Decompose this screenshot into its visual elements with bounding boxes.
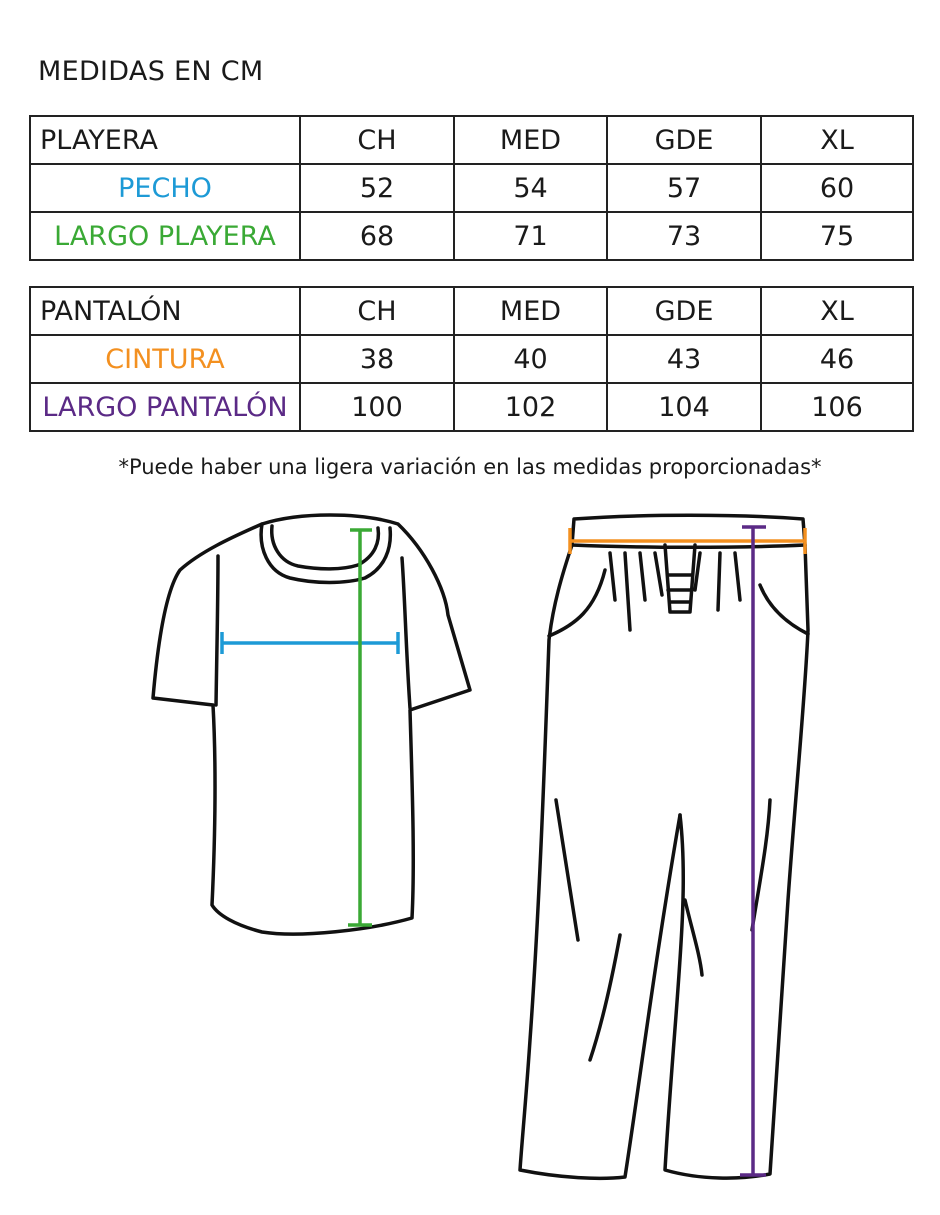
table-cell: 73 bbox=[607, 212, 761, 260]
size-header-xl: XL bbox=[761, 287, 913, 335]
row-label-largo-playera: LARGO PLAYERA bbox=[30, 212, 300, 260]
table-cell: 60 bbox=[761, 164, 913, 212]
shirt-table-header: PLAYERA bbox=[30, 116, 300, 164]
table-cell: 71 bbox=[454, 212, 607, 260]
size-header-gde: GDE bbox=[607, 116, 761, 164]
table-cell: 106 bbox=[761, 383, 913, 431]
row-label-largo-pantalon: LARGO PANTALÓN bbox=[30, 383, 300, 431]
table-cell: 104 bbox=[607, 383, 761, 431]
table-cell: 102 bbox=[454, 383, 607, 431]
table-cell: 68 bbox=[300, 212, 454, 260]
table-cell: 75 bbox=[761, 212, 913, 260]
size-header-xl: XL bbox=[761, 116, 913, 164]
page-title: MEDIDAS EN CM bbox=[38, 56, 264, 87]
table-cell: 54 bbox=[454, 164, 607, 212]
table-cell: 43 bbox=[607, 335, 761, 383]
size-header-med: MED bbox=[454, 287, 607, 335]
waist-measure-line bbox=[570, 528, 805, 554]
table-cell: 46 bbox=[761, 335, 913, 383]
table-cell: 52 bbox=[300, 164, 454, 212]
row-label-pecho: PECHO bbox=[30, 164, 300, 212]
shirt-length-measure-line bbox=[348, 530, 372, 925]
row-label-cintura: CINTURA bbox=[30, 335, 300, 383]
table-cell: 40 bbox=[454, 335, 607, 383]
pants-table-header: PANTALÓN bbox=[30, 287, 300, 335]
size-header-med: MED bbox=[454, 116, 607, 164]
disclaimer-note: *Puede haber una ligera variación en las medidas proporcionadas* bbox=[118, 455, 822, 479]
size-header-gde: GDE bbox=[607, 287, 761, 335]
chest-measure-line bbox=[222, 632, 398, 654]
pants-outline-icon bbox=[520, 515, 808, 1178]
table-cell: 57 bbox=[607, 164, 761, 212]
table-cell: 38 bbox=[300, 335, 454, 383]
t-shirt-outline-icon bbox=[153, 515, 470, 934]
size-header-ch: CH bbox=[300, 287, 454, 335]
pants-length-measure-line bbox=[740, 527, 766, 1175]
size-header-ch: CH bbox=[300, 116, 454, 164]
table-cell: 100 bbox=[300, 383, 454, 431]
